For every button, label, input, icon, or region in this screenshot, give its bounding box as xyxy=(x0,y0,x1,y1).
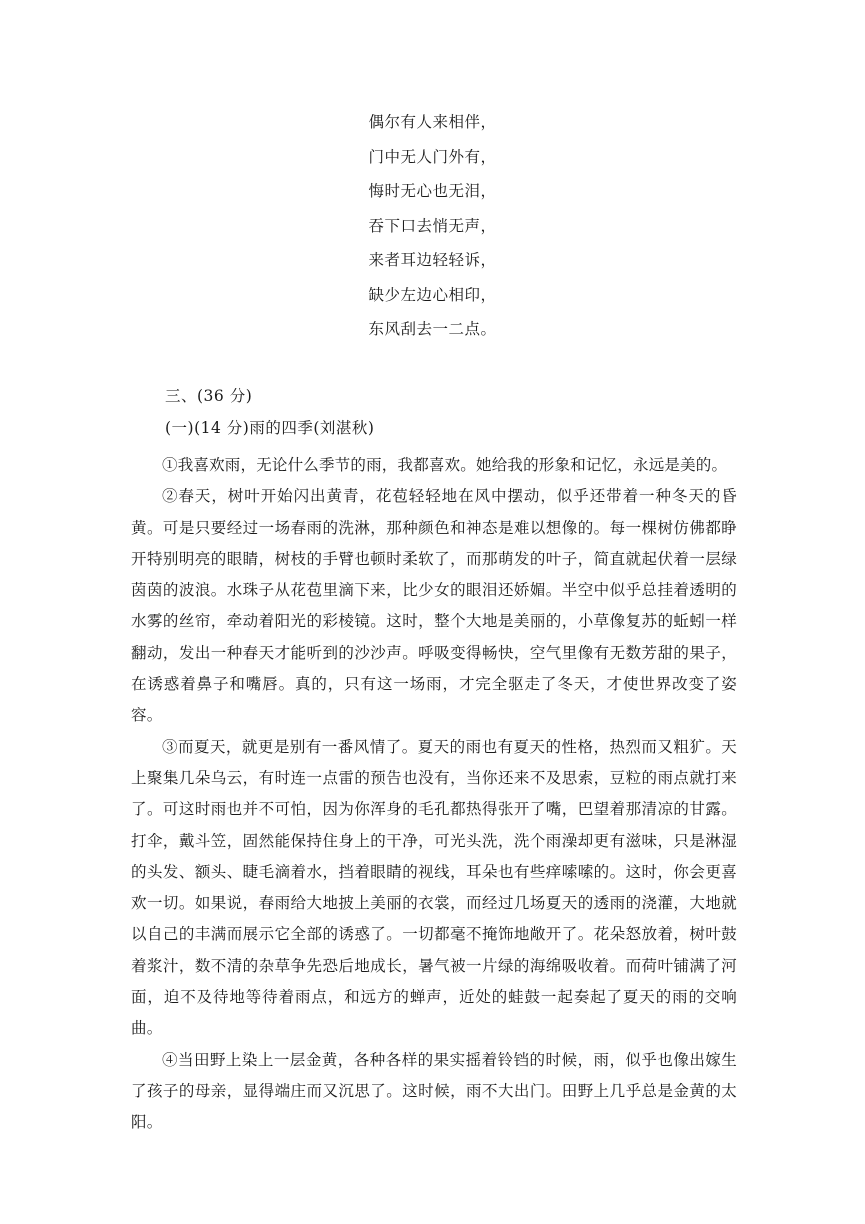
poem-line: 吞下口去悄无声， xyxy=(368,216,497,235)
poem-line: 来者耳边轻轻诉， xyxy=(368,251,497,269)
paragraph-3: ③而夏天，就更是别有一番风情了。夏天的雨也有夏天的性格，热烈而又粗犷。天上聚集几朵乌云，有时连一点雷的预告也没有，当你还来不及思索，豆粒的雨点就打来了。可这时雨也并不可怕，因为你浑身的毛孔都热得张开了嘴，巴望着那清凉的甘露。打伞，戴斗笠，固然能保持住身上的干净，可光头洗，洗个雨澡却更有滋味，只是淋湿的头发、额头、睫毛滴着水，挡着眼睛的视线，耳朵也有些痒嗦嗦的。这时，你会更喜欢一切。如果说，春雨给大地披上美丽的衣裳，而经过几场夏天的透雨的浇灌，大地就以自己的丰满而展示它全部的诱惑了。一切都毫不掩饰地敞开了。花朵怒放着，树叶鼓着浆汁，数不清的杂草争先恐后地成长，暑气被一片绿的海绵吸收着。而荷叶铺满了河面，迫不及待地等待着雨点，和远方的蝉声，近处的蛙鼓一起奏起了夏天的雨的交响曲。 xyxy=(131,737,737,1038)
paragraph-4: ④当田野上染上一层金黄，各种各样的果实摇着铃铛的时候，雨，似乎也像出嫁生了孩子的母亲，显得端庄而又沉思了。这时候，雨不大出门。田野上几乎总是金黄的太阳。 xyxy=(131,1050,737,1132)
passage-body xyxy=(131,450,737,1139)
poem-line: 门中无人门外有， xyxy=(368,147,497,166)
poem-line: 偶尔有人来相伴， xyxy=(368,113,497,131)
paragraph-1: ①我喜欢雨，无论什么季节的雨，我都喜欢。她给我的形象和记忆，永远是美的。 xyxy=(162,456,728,474)
passage-title: (一)(14 分)雨的四季(刘湛秋) xyxy=(165,419,375,437)
riddle-poem xyxy=(0,109,865,351)
paragraph-2: ②春天，树叶开始闪出黄青，花苞轻轻地在风中摆动，似乎还带着一种冬天的昏黄。可是只要经过一场春雨的洗淋，那种颜色和神态是难以想像的。每一棵树仿佛都睁开特别明亮的眼睛，树枝的手臂也顿时柔软了，而那萌发的叶子，简直就起伏着一层绿茵茵的波浪。水珠子从花苞里滴下来，比少女的眼泪还娇媚。半空中似乎总挂着透明的水雾的丝帘，牵动着阳光的彩棱镜。这时，整个大地是美丽的，小草像复苏的蚯蚓一样翻动，发出一种春天才能听到的沙沙声。呼吸变得畅快，空气里像有无数芳甜的果子，在诱惑着鼻子和嘴唇。真的，只有这一场雨，才完全驱走了冬天，才使世界改变了姿容。 xyxy=(131,487,737,725)
poem-line: 悔时无心也无泪， xyxy=(368,182,497,200)
poem-line: 缺少左边心相印， xyxy=(368,285,497,304)
poem-line: 东风刮去一二点。 xyxy=(368,320,497,338)
section-heading: 三、(36 分) xyxy=(165,387,253,405)
